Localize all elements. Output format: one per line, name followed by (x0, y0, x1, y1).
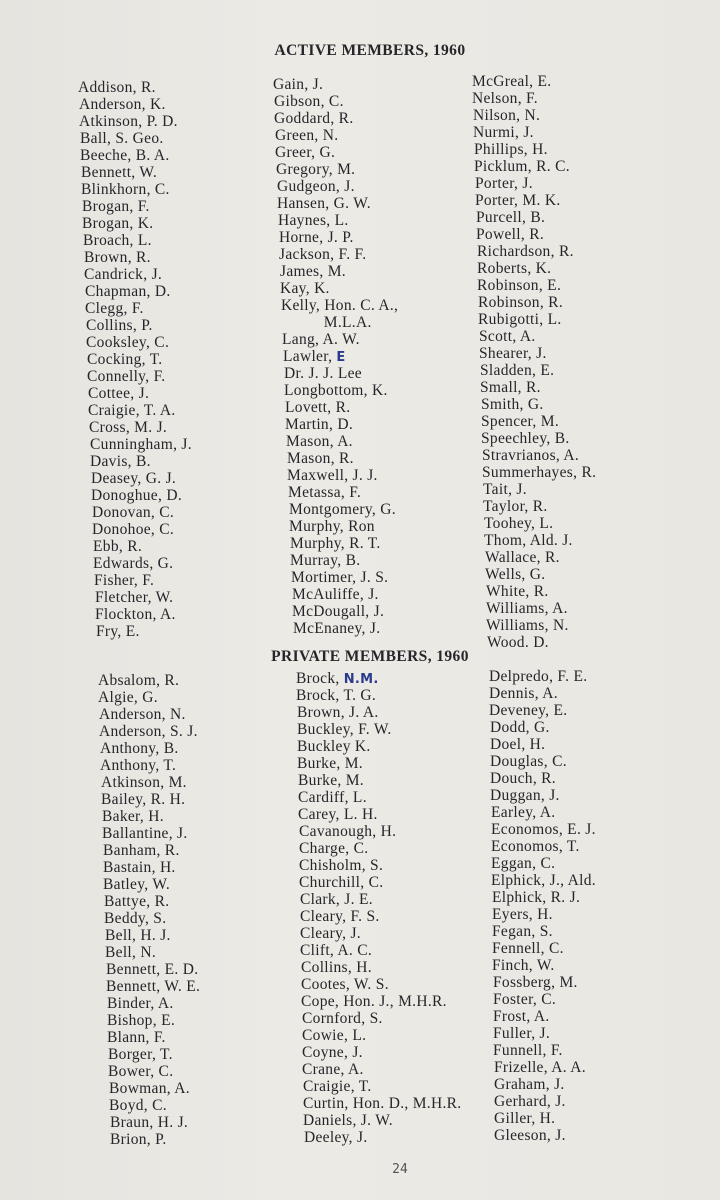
member-name: Borger, T. (108, 1046, 173, 1063)
member-name: Williams, A. (486, 600, 568, 617)
member-name: Horne, J. P. (279, 229, 354, 246)
member-name: Beddy, S. (104, 910, 167, 927)
member-name: Gain, J. (273, 76, 324, 93)
member-name: Batley, W. (103, 876, 171, 893)
member-name: Jackson, F. F. (279, 246, 367, 263)
member-name: McDougall, J. (292, 603, 385, 620)
member-name: Collins, P. (86, 317, 153, 334)
member-name: Cope, Hon. J., M.H.R. (301, 993, 447, 1010)
member-name: Battye, R. (104, 893, 170, 910)
member-name: Wood. D. (487, 634, 549, 651)
member-name: Cleary, F. S. (300, 908, 380, 925)
member-name: Frizelle, A. A. (494, 1059, 586, 1076)
member-name: Collins, H. (301, 959, 372, 976)
member-name: Tait, J. (483, 481, 527, 498)
member-name: Mortimer, J. S. (291, 569, 389, 586)
member-name: Dennis, A. (489, 685, 558, 702)
handwritten-annotation: E (336, 350, 346, 365)
member-name: Anderson, K. (79, 96, 166, 113)
member-name: Porter, J. (475, 175, 533, 192)
member-name: Ebb, R. (93, 538, 143, 555)
member-name: Robinson, R. (478, 294, 563, 311)
member-name: Mason, A. (286, 433, 353, 450)
member-name: Cavanough, H. (299, 823, 397, 840)
handwritten-annotation: N.M. (343, 672, 379, 687)
member-name: Green, N. (275, 127, 339, 144)
member-name: Giller, H. (494, 1110, 556, 1127)
member-name: Crane, A. (302, 1061, 364, 1078)
member-name: Williams, N. (486, 617, 569, 634)
member-name: Donoghue, D. (91, 487, 182, 504)
member-name: Funnell, F. (493, 1042, 563, 1059)
member-name: Kay, K. (280, 280, 330, 297)
member-name: Fry, E. (96, 623, 140, 640)
member-name: Foster, C. (493, 991, 557, 1008)
member-name: Haynes, L. (278, 212, 349, 229)
member-name: Clegg, F. (85, 300, 144, 317)
member-name: Candrick, J. (84, 266, 163, 283)
member-name: Burke, M. (298, 772, 364, 789)
member-name: Smith, G. (481, 396, 544, 413)
member-name: Elphick, J., Ald. (491, 872, 596, 889)
member-name: Brock, N.M. (296, 670, 379, 687)
member-name: Sladden, E. (480, 362, 555, 379)
member-name: Brion, P. (110, 1131, 167, 1148)
member-name: Martin, D. (285, 416, 354, 433)
member-name: Dodd, G. (490, 719, 550, 736)
member-name: Rubigotti, L. (478, 311, 562, 328)
member-name: Brogan, K. (82, 215, 154, 232)
member-name: Scott, A. (479, 328, 536, 345)
member-name: Mason, R. (287, 450, 354, 467)
member-name: Bell, N. (105, 944, 157, 961)
member-name: Gudgeon, J. (277, 178, 355, 195)
member-name: Nilson, N. (473, 107, 541, 124)
member-name: Robinson, E. (477, 277, 562, 294)
member-name: Delpredo, F. E. (489, 668, 588, 685)
member-name: Deasey, G. J. (91, 470, 177, 487)
member-name: Coyne, J. (302, 1044, 363, 1061)
member-name: Cunningham, J. (90, 436, 192, 453)
member-name: Deveney, E. (489, 702, 568, 719)
member-name: Fegan, S. (492, 923, 553, 940)
member-name: Craigie, T. A. (88, 402, 176, 419)
member-name: Nurmi, J. (473, 124, 534, 141)
member-name: Atkinson, P. D. (79, 113, 178, 130)
member-name: Toohey, L. (484, 515, 554, 532)
member-name: Lang, A. W. (282, 331, 360, 348)
member-name: Curtin, Hon. D., M.H.R. (303, 1095, 462, 1112)
member-name: Ball, S. Geo. (80, 130, 164, 147)
member-name: Atkinson, M. (101, 774, 187, 791)
member-name: Bishop, E. (107, 1012, 176, 1029)
member-name: Cleary, J. (300, 925, 361, 942)
member-name: Small, R. (480, 379, 541, 396)
member-name: Shearer, J. (479, 345, 547, 362)
member-name: Gerhard, J. (494, 1093, 566, 1110)
member-name: Fuller, J. (493, 1025, 551, 1042)
member-name: Wallace, R. (485, 549, 560, 566)
member-name: Blann, F. (107, 1029, 166, 1046)
member-name: Daniels, J. W. (303, 1112, 393, 1129)
member-name: Bennett, E. D. (106, 961, 199, 978)
member-name: Summerhayes, R. (482, 464, 597, 481)
member-name: Charge, C. (299, 840, 369, 857)
member-name: Bell, H. J. (105, 927, 171, 944)
member-name: Beeche, B. A. (80, 147, 170, 164)
member-name: Banham, R. (103, 842, 180, 859)
member-name: Finch, W. (492, 957, 555, 974)
member-name: Economos, T. (491, 838, 580, 855)
member-name: Speechley, B. (481, 430, 570, 447)
member-name: Cornford, S. (302, 1010, 383, 1027)
member-name: Carey, L. H. (298, 806, 378, 823)
member-name: Maxwell, J. J. (287, 467, 378, 484)
active-members-column-2 (273, 76, 398, 637)
member-name: Clift, A. C. (300, 942, 373, 959)
member-name: Craigie, T. (303, 1078, 372, 1095)
member-name: Spencer, M. (481, 413, 560, 430)
member-name: Absalom, R. (98, 672, 180, 689)
active-members-column-3 (472, 73, 596, 651)
member-name: McEnaney, J. (293, 620, 381, 637)
member-name: Fennell, C. (492, 940, 564, 957)
member-name: Taylor, R. (483, 498, 548, 515)
member-name: M.L.A. (282, 314, 372, 331)
member-name: Davis, B. (90, 453, 151, 470)
member-name: Powell, R. (476, 226, 545, 243)
member-name: Purcell, B. (476, 209, 546, 226)
member-name: Boyd, C. (109, 1097, 167, 1114)
member-name: Anthony, B. (100, 740, 179, 757)
member-name: Cocking, T. (87, 351, 163, 368)
member-name: Bower, C. (108, 1063, 174, 1080)
member-name: Gregory, M. (276, 161, 356, 178)
member-name: Murphy, Ron (289, 518, 375, 535)
member-name: Edwards, G. (93, 555, 174, 572)
member-name: Churchill, C. (299, 874, 384, 891)
active-members-column-1 (78, 79, 192, 640)
member-name: Lawler, E (283, 348, 346, 365)
member-name: Connelly, F. (87, 368, 166, 385)
member-name: Chisholm, S. (299, 857, 384, 874)
member-name: Blinkhorn, C. (81, 181, 170, 198)
member-name: Wells, G. (485, 566, 546, 583)
member-name: Economos, E. J. (491, 821, 596, 838)
member-name: Douch, R. (490, 770, 556, 787)
member-name: Gibson, C. (274, 93, 344, 110)
private-members-column-1 (98, 672, 200, 1148)
member-name: Murray, B. (290, 552, 361, 569)
member-name: Bennett, W. (81, 164, 158, 181)
member-name: Fisher, F. (94, 572, 155, 589)
member-name: Brown, R. (84, 249, 151, 266)
member-name: Duggan, J. (490, 787, 560, 804)
page-number: 24 (392, 1162, 408, 1177)
member-name: Donohoe, C. (92, 521, 175, 538)
member-name: Cross, M. J. (89, 419, 168, 436)
member-name: Goddard, R. (274, 110, 354, 127)
member-name: James, M. (280, 263, 346, 280)
member-name: Anderson, N. (99, 706, 186, 723)
member-name: Brogan, F. (82, 198, 150, 215)
member-name: Greer, G. (275, 144, 336, 161)
member-name: Frost, A. (493, 1008, 550, 1025)
member-name: Binder, A. (107, 995, 174, 1012)
member-name: Kelly, Hon. C. A., (281, 297, 399, 314)
member-name: Porter, M. K. (475, 192, 561, 209)
member-name: Phillips, H. (474, 141, 548, 158)
member-name: Graham, J. (494, 1076, 565, 1093)
member-name: Hansen, G. W. (277, 195, 371, 212)
member-name: Gleeson, J. (494, 1127, 566, 1144)
member-name: Eyers, H. (492, 906, 553, 923)
member-name: Bastain, H. (103, 859, 176, 876)
member-name: Algie, G. (98, 689, 158, 706)
member-name: Baker, H. (102, 808, 164, 825)
member-name: Metassa, F. (288, 484, 362, 501)
member-name: Stravrianos, A. (482, 447, 580, 464)
private-members-column-3 (489, 668, 596, 1144)
member-name: McGreal, E. (472, 73, 552, 90)
member-name: Buckley, F. W. (297, 721, 392, 738)
member-name: Bowman, A. (109, 1080, 190, 1097)
member-name: Donovan, C. (92, 504, 175, 521)
member-name: Cootes, W. S. (301, 976, 389, 993)
member-name: Cottee, J. (88, 385, 150, 402)
member-name: Buckley K. (297, 738, 371, 755)
member-name: Nelson, F. (472, 90, 538, 107)
member-name: Cardiff, L. (298, 789, 367, 806)
member-name: Dr. J. J. Lee (284, 365, 362, 382)
member-name: Roberts, K. (477, 260, 552, 277)
member-name: White, R. (486, 583, 549, 600)
member-name: Lovett, R. (285, 399, 351, 416)
member-name: Murphy, R. T. (290, 535, 381, 552)
member-name: Broach, L. (83, 232, 152, 249)
member-name: Earley, A. (491, 804, 556, 821)
member-name: Eggan, C. (491, 855, 556, 872)
member-name: Fletcher, W. (95, 589, 174, 606)
member-name: Brown, J. A. (297, 704, 379, 721)
member-name: Picklum, R. C. (474, 158, 570, 175)
member-name: Flockton, A. (95, 606, 176, 623)
member-name: McAuliffe, J. (292, 586, 379, 603)
member-name: Chapman, D. (85, 283, 171, 300)
member-name: Bailey, R. H. (101, 791, 186, 808)
member-name: Burke, M. (297, 755, 363, 772)
member-name: Cowie, L. (302, 1027, 367, 1044)
member-name: Longbottom, K. (284, 382, 388, 399)
member-name: Anthony, T. (100, 757, 177, 774)
member-name: Braun, H. J. (110, 1114, 189, 1131)
member-name: Richardson, R. (477, 243, 574, 260)
member-name: Fossberg, M. (493, 974, 578, 991)
member-name: Montgomery, G. (289, 501, 396, 518)
member-name: Bennett, W. E. (106, 978, 201, 995)
member-name: Doel, H. (490, 736, 546, 753)
member-name: Thom, Ald. J. (484, 532, 573, 549)
member-name: Douglas, C. (490, 753, 567, 770)
member-name: Deeley, J. (304, 1129, 368, 1146)
member-name: Anderson, S. J. (99, 723, 198, 740)
member-name: Clark, J. E. (300, 891, 373, 908)
member-name: Elphick, R. J. (492, 889, 581, 906)
member-name: Addison, R. (78, 79, 156, 96)
member-name: Cooksley, C. (86, 334, 170, 351)
member-name: Ballantine, J. (102, 825, 188, 842)
private-members-column-2 (296, 670, 461, 1146)
private-members-heading: PRIVATE MEMBERS, 1960 (271, 648, 469, 665)
active-members-heading: ACTIVE MEMBERS, 1960 (274, 42, 466, 59)
member-name: Brock, T. G. (296, 687, 377, 704)
